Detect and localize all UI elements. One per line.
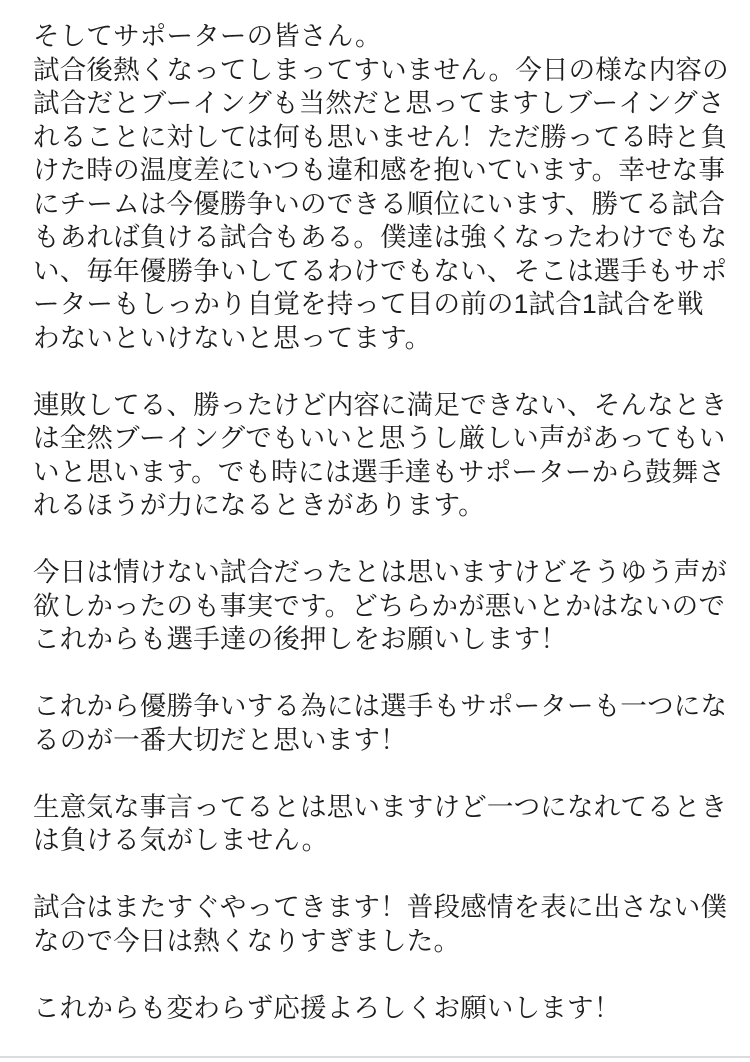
text-line: 試合はまたすぐやってきます！普段感情を表に出さない僕 [33,892,728,922]
paragraph [33,791,730,858]
text-line: そしてサポーターの皆さん。 [33,21,382,51]
text-line: いと思います。でも時には選手達もサポーターから鼓舞さ [33,456,726,487]
text-line: るのが一番大切だと思います！ [33,724,407,755]
paragraph [33,556,730,657]
text-line: 今日は情けない試合だったとは思いますけどそうゆう声が [33,557,728,587]
text-line: もあれば負ける試合もある。僕達は強くなったわけでもな [33,222,728,252]
text-line: 欲しかったのも事実です。どちらかが悪いとかはないので [33,590,726,621]
text-line: にチームは今優勝争いのできる順位にいます、勝てる試合 [33,188,726,219]
text-line: 連敗してる、勝ったけど内容に満足できない、そんなとき [33,389,728,420]
text-line: い、毎年優勝争いしてるわけでもない、そこは選手もサポ [33,255,728,286]
text-line: は全然ブーイングでもいいと思うし厳しい声があってもい [33,423,726,453]
text-line: これから優勝争いする為には選手もサポーターも一つにな [33,691,728,721]
text-line: れるほうが力になるときがあります。 [33,490,485,520]
text-line: 生意気な事言ってるとは思いますけど一つになれてるとき [33,791,728,822]
text-line: なので今日は熱くなりすぎました。 [33,925,461,956]
paragraph [33,20,730,355]
text-line: は負ける気がしません。 [33,825,329,855]
text-line: わないといけないと思ってます。 [33,322,432,353]
paragraph [33,992,730,1026]
text-line: けた時の温度差にいつも違和感を抱いています。幸せな事 [33,155,726,185]
text-line: これからも選手達の後押しをお願いします！ [33,624,567,654]
text-line: 試合だとブーイングも当然だと思ってますしブーイングさ [33,88,725,118]
text-line: ーターもしっかり自覚を持って目の前の1試合1試合を戦 [33,289,704,319]
paragraph [33,389,730,523]
paragraph [33,891,730,958]
text-line: 試合後熱くなってしまってすいません。今日の様な内容の [33,54,729,85]
bottom-divider [0,1056,750,1058]
letter-body [33,20,730,1025]
text-line: これからも変わらず応援よろしくお願いします！ [33,992,621,1023]
paragraph [33,690,730,757]
text-line: れることに対しては何も思いません！ただ勝ってる時と負 [33,121,728,152]
